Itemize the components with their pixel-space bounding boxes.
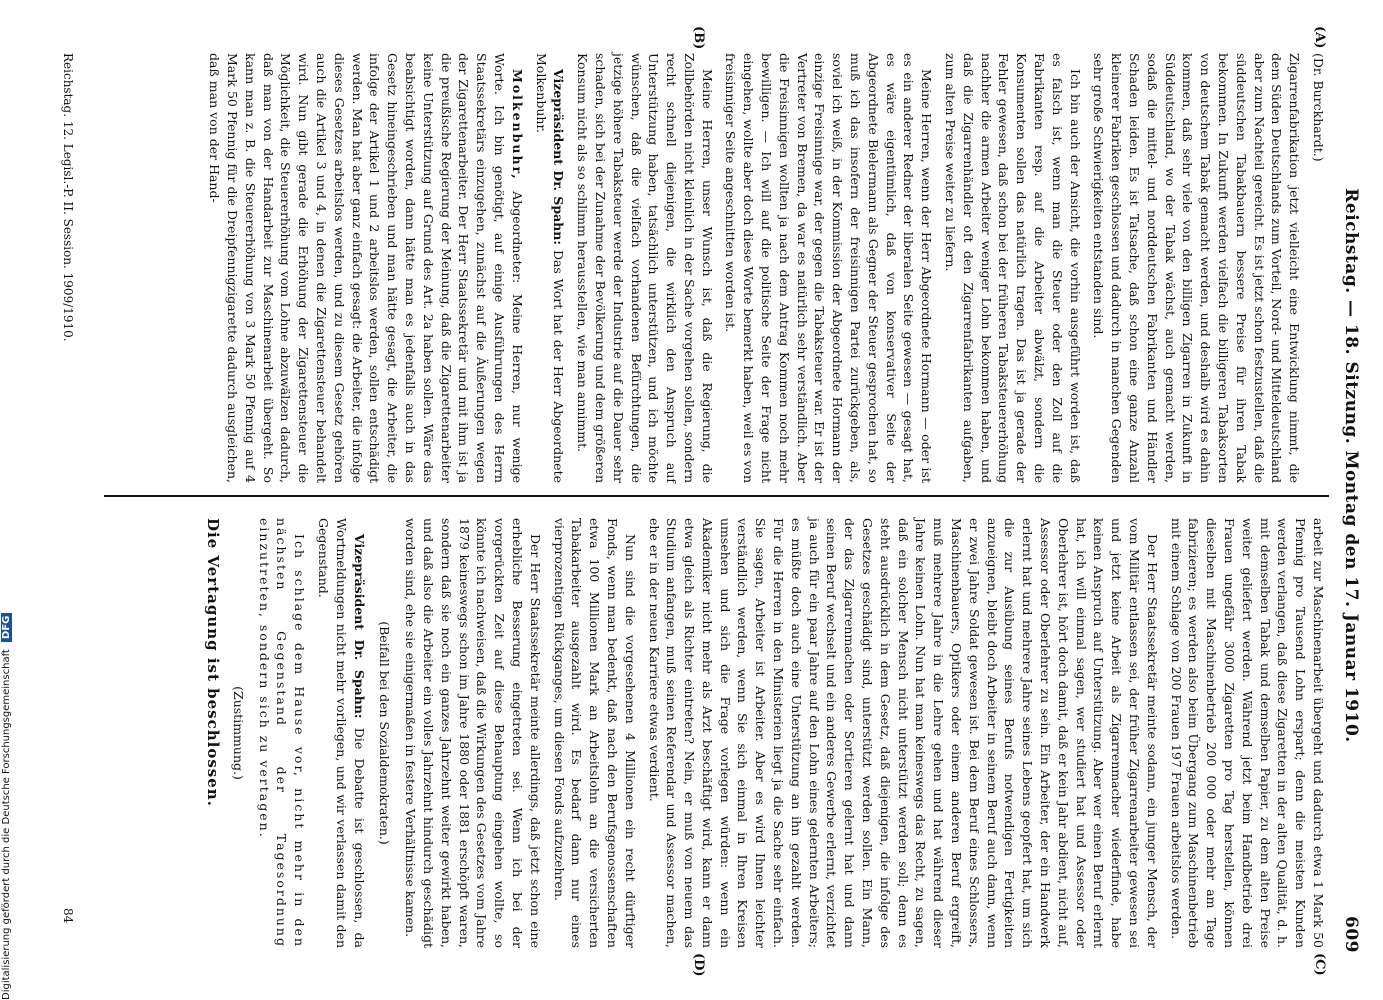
speech-text: Die Debatte ist geschlossen, da Wortmeldungen nicht mehr vorliegen, und wir verlassen damit den Gegenstand. <box>315 518 367 948</box>
footer-citation: Reichstag. 12. Legisl.-P. II. Session. 1909/1910. <box>61 53 75 342</box>
paragraph: Ich bin auch der Ansicht, die vorhin ausgeführt worden ist, daß es falsch ist, wenn man die Steuer oder den Zoll auf die Fabrikanten resp. auf die Arbeiter abwälzt, sondern die Konsumenten sollen das natürlich tragen. Das ist ja gerade der Fehler gewesen, daß schon bei der früheren Tabaksteuererhöhung nachher die armen Arbeiter weniger Lohn bekommen haben, und daß die Zigarrenhändler oft den Zigarrenfabrikanten aufgaben, zum alten Preise weiter zu liefern. <box>943 53 1083 483</box>
speech-entry <box>532 53 568 483</box>
speech-entry <box>205 53 525 483</box>
paragraph: Meine Herren, unser Wunsch ist, daß die Regierung, die Zollbehörden nicht kleinlich in der Sache vorgehen sollen, sondern recht schnell diejenigen, die wirklich den Anspruch auf Unterstützung haben, tatsächlich unterstützen, und ich möchte wünschen, daß die vielfach vorhandenen Befürchtungen, die jetzige höhere Tabaksteuer werde der Industrie auf die Dauer sehr schaden, sich bei der Zunahme der Bevölkerung und dem größeren Konsum nicht als so schlimm herausstellen, wie man annimmt. <box>575 53 715 483</box>
rotated-page <box>26 8 1371 983</box>
dfg-logo: DFG <box>1 613 12 642</box>
paragraph: Der Herr Staatssekretär meinte allerdings, daß jetzt schon eine erhebliche Besserung eingetreten sei. Wenn ich bei der vorgerückten Zeit auf diese Behauptung eingehen wollte, so könnte ich nachweisen, daß die Wirkungen des Gesetzes vom Jahre 1879 keineswegs schon im Jahre 1880 oder 1881 erschöpft waren, sondern daß sie noch ein ganzes Jahrzehnt weiter gewirkt haben, und daß also die Arbeiter ein volles Jahrzehnt hindurch geschädigt worden sind, ehe sie einigermaßen in festere Verhältnisse kamen. <box>403 518 543 948</box>
digitization-credit <box>1 613 12 1000</box>
page-number: 609 <box>1341 916 1361 953</box>
paragraph: Nun sind die vorgesehenen 4 Millionen ein recht dürftiger Fonds, wenn man bedenkt, daß nach den Berufsgenossenschaften etwa 100 Millionen Mark an Arbeitslohn an die versicherten Tabakarbeiter ausgezahlt wird. Es bedarf dann nur eines vierprozentigen Rückganges, um diesen Fonds aufzuzehren. <box>551 518 638 948</box>
applause-note: (Zustimmung.) <box>230 686 246 780</box>
margin-marker-a: (A) <box>1312 26 1327 49</box>
margin-marker-c: (C) <box>1312 953 1327 976</box>
paragraph: Der Herr Staatssekretär meinte sodann, ein junger Mensch, der vom Militär entlassen sei, der früher Zigarrenarbeiter gewesen sei und jetzt keine Arbeit als Zigarrenmacher wiederfinde, habe keinen Anspruch auf Unterstützung. Aber wer einen Beruf erlernt hat, ich will einmal sagen, wer studiert hat und Assessor oder Oberlehrer ist, hört doch damit, daß er kein Jahr abdient, nicht auf, Assessor oder Oberlehrer zu sein. Ein Arbeiter, der ein Handwerk erlernt hat und mehrere Jahre seines Lebens geopfert hat, um sich die zur Ausübung seines Berufs notwendigen Fertigkeiten anzueignen, bleibt doch Arbeiter in seinem Beruf auch dann, wenn er zwei Jahre Soldat gewesen ist. Bei dem Beruf eines Schlossers, Maschinenbauers, Optikers oder einem anderen Beruf ergreift, muß mehrere Jahre in die Lehre gehen und hat während dieser Jahre keinen Lohn. Nun hat man keineswegs das Recht, zu sagen, daß ein solcher Mensch nicht unterstützt werden soll; denn es steht ausdrücklich in dem Gesetz, daß diejenigen, die infolge des Gesetzes geschädigt sind, unterstützt werden sollen. Ein Mann, der das Zigarrenmachen oder Sortieren gelernt hat und dann seinen Beruf wechselt und ein anderes Gewerbe erlernt, verzichtet ja auch für ein paar Jahre auf den Lohn eines gelernten Arbeiters; es müßte doch auch eine Unterstützung an ihn gezahlt werden. Für die Herren in den Ministerien liegt ja die Sache sehr einfach. Sie sagen, Arbeiter ist Arbeiter. Aber es wird Ihnen leichter verständlich werden, wenn Sie sich einmal in Ihren Kreisen umsehen und sich die Frage vorlegen würden: wenn ein Akademiker nicht mehr als Arzt beschäftigt wird, kann er dann etwa gleich als Richter eintreten? Nein, er muß von neuem das Studium anfangen, muß seinen Referendar und Assessor machen, ehe er in der neuen Karriere etwas verdient. <box>646 518 1160 948</box>
speech-text: Das Wort hat der Herr Abgeordnete Molkenbuhr. <box>533 53 567 484</box>
credit-text: Digitalisierung gefördert durch die Deutsche Forschungsgemeinschaft <box>1 649 12 1000</box>
left-column <box>199 53 1327 483</box>
paragraph: Ich schlage dem Hause vor, nicht mehr in den nächsten Gegenstand der Tagesordnung einzutreten, sondern sich zu vertagen. <box>256 518 308 948</box>
running-title: Reichstag. — 18. Sitzung. Montag den 17. Januar 1910. <box>1341 188 1361 743</box>
speaker-name: Vizepräsident Dr. Spahn: <box>551 69 567 245</box>
speech-entry <box>314 518 367 948</box>
column-divider <box>104 495 1329 497</box>
paragraph: Meine Herren, wenn der Herr Abgeordnete Hormann — oder ist es ein anderer Redner der liberalen Seite gewesen — gesagt hat, es wäre eigentümlich, daß von konservativer Seite der Abgeordnete Bielermann als Gegner der Steuer gesprochen hat, so muß ich das insofern der freisinnigen Partei zurückgeben, als, soviel ich weiß, in der Kommission der Abgeordnete Hormann der einzige Freisinnige war, der gegen die Tabaksteuer war. Er ist der Vertreter von Bremen, da war es natürlich sehr verständlich. Aber die Freisinnigen wollten ja nach dem Antrag Kommen noch mehr bewilligen. — Ich will auf die politische Seite der Frage nicht eingehen, wollte aber doch diese Worte bemerkt haben, weil es von freisinniger Seite angeschnitten worden ist. <box>723 53 935 483</box>
speaker-name: Molkenbuhr, <box>509 69 525 181</box>
speaker-name: Vizepräsident Dr. Spahn: <box>351 534 367 719</box>
margin-marker-d: (D) <box>691 953 706 977</box>
paragraph: Zigarrenfabrikation jetzt vielleicht eine Entwicklung nimmt, die dem Süden Deutschlands zum Vorteil, Nord- und Mitteldeutschland aber zum Nachteil gereicht. Es ist jetzt schon festzustellen, daß die süddeutschen Tabakbauern bessere Preise für ihren Tabak bekommen. In Zukunft werden vielfach die billigeren Tabaksorten von deutschem Tabak gemacht werden, und deshalb wird es dahin kommen, daß sehr viele von den billigen Zigarren in Zukunft in Süddeutschland, wo der Tabak wächst, auch gemacht werden, sodaß die mittel- und norddeutschen Fabrikanten und Händler Schaden leiden. Es ist Tatsache, daß schon eine ganze Anzahl kleinerer Fabriken geschlossen und dadurch in manchen Gegenden sehr große Schwierigkeiten entstanden sind. <box>1091 53 1303 483</box>
paragraph: arbeit zur Maschinenarbeit übergeht und dadurch etwa 1 Mark 50 Pfennig pro Tausend Lohn erspart; denn die meisten Kunden werden verlangen, daß diese Zigaretten in der alten Qualität, d. h. mit demselben Tabak und demselben Papier, zu dem alten Preise weiter geliefert werden. Während jetzt beim Handbetrieb drei Frauen ungefähr 3000 Zigaretten pro Tag herstellen, können dieselben mit Maschinenbetrieb 200 000 oder mehr am Tage fabrizieren; es werden also beim Übergang zum Maschinenbetrieb mit einem Schlage von 200 Frauen 197 Frauen arbeitslos werden. <box>1168 518 1326 948</box>
page-header <box>1335 48 1361 953</box>
speaker-tag: (Dr. Burckhardt.) <box>1311 53 1326 162</box>
closing-line: Die Vertagung ist beschlossen. <box>203 518 222 807</box>
speech-text: Abgeordneter: Meine Herren, nur wenige Worte. Ich bin genötigt, auf einige Ausführungen des Herrn Staatssekretärs einzugehen, zunächst auf die Äußerungen wegen der Zigarettenarbeiter. Der Herr Staatssekretär und mit ihm ist ja die preußische Regierung der Meinung, daß die Zigarettenarbeiter keine Unterstützung auf Grund des Art. 2a haben sollen. Wäre das beabsichtigt worden, dann hätte man es jedenfalls auch in das Gesetz hineingeschrieben und man hätte gesagt, die Arbeiter, die infolge der Artikel 1 und 2 arbeitslos werden, sollen entschädigt werden. Man hat aber ganz einfach gesagt: die Arbeiter, die infolge dieses Gesetzes arbeitslos werden, und zu diesem Gesetz gehören auch die Artikel 3 und 4, in denen die Zigarettensteuer behandelt wird. Nun gibt gerade die Erhöhung der Zigarettensteuer die Möglichkeit, die Steuererhöhung vom Lohne abzuwälzen dadurch, daß man von der Handarbeit zur Maschinenarbeit übergeht. So kann man z. B. die Steuererhöhung von 3 Mark 50 Pfennig auf 4 Mark 50 Pfennig für die Dreipfennigzigarette dadurch ausgleichen, daß man von der Hand- <box>207 53 525 483</box>
margin-marker-b: (B) <box>691 26 706 50</box>
applause-note: (Beifall bei den Sozialdemokraten.) <box>377 621 393 845</box>
footer-page-number: 84 <box>61 908 75 924</box>
right-column <box>197 518 1327 948</box>
